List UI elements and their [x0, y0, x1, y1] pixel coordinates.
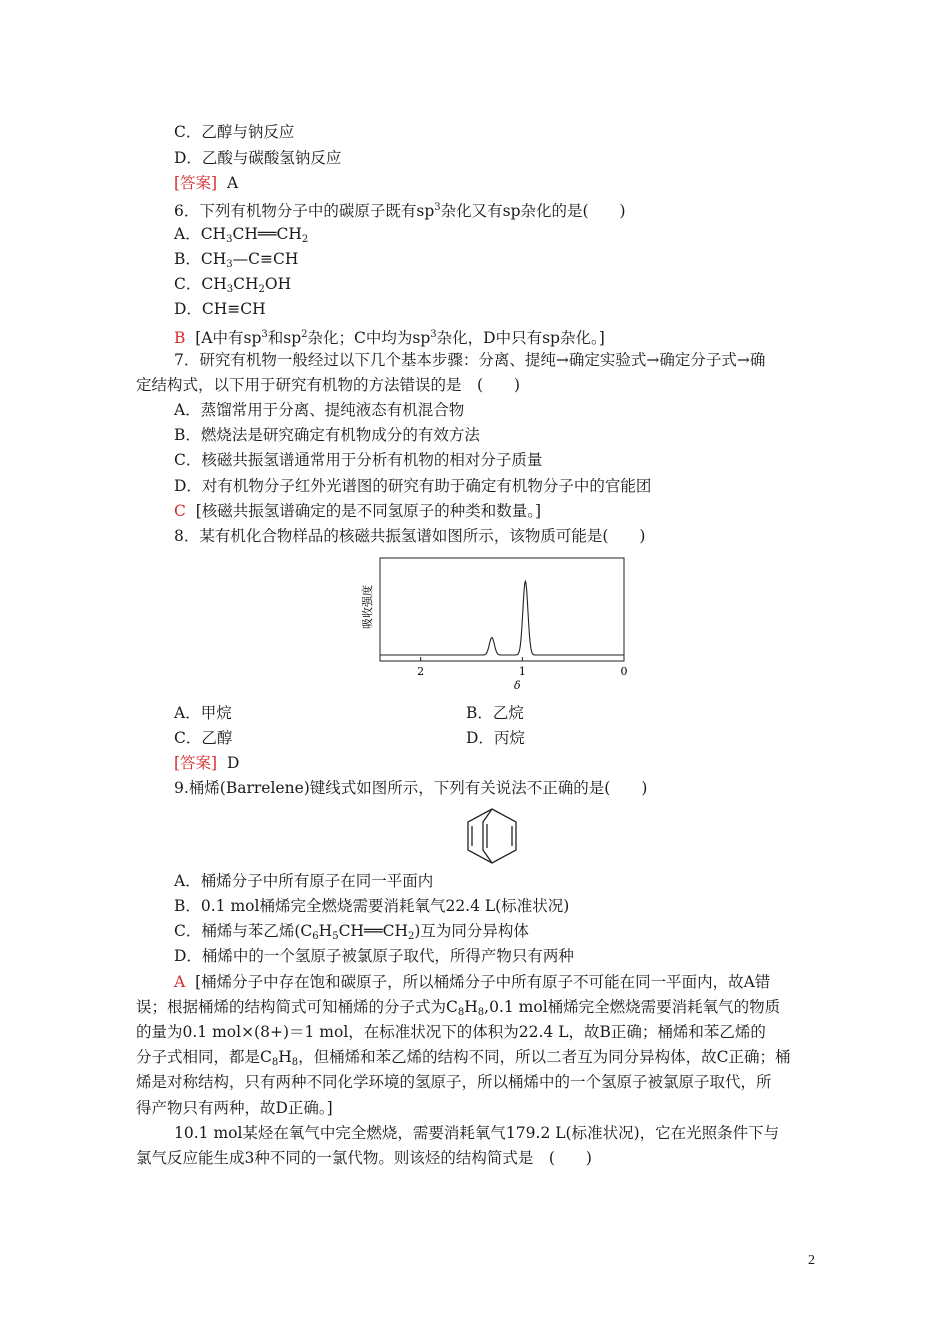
answer-label: [答案] — [174, 174, 218, 192]
q6-c-mid: CH — [233, 275, 259, 293]
q7-answer-letter: C — [174, 502, 186, 520]
answer-value: D — [226, 754, 240, 772]
q6-answer-letter: B — [174, 329, 186, 347]
q6-exp-d: 杂化，D中只有sp杂化。] — [436, 329, 605, 347]
q6-exp-sup1: 3 — [261, 329, 268, 340]
q6-c-sub1: 3 — [226, 284, 234, 295]
q6-stem-text-a: 6．下列有机物分子中的碳原子既有sp — [174, 202, 435, 220]
q6-exp-sup3: 3 — [430, 329, 437, 340]
q6-exp-b: 和sp — [267, 329, 302, 347]
q6-c-sub2: 2 — [258, 284, 265, 295]
q9-stem: 9.桶烯(Barrelene)键线式如图所示，下列有关说法不正确的是( ) — [174, 779, 648, 797]
q8-answer — [174, 753, 239, 773]
q9-exp-l2s2: 8 — [477, 1007, 485, 1018]
x-tick-label: 0 — [620, 665, 628, 678]
q6-option-c — [174, 274, 291, 300]
q9-option-a: A．桶烯分子中所有原子在同一平面内 — [174, 872, 434, 890]
q9-exp-l4b: H — [278, 1048, 292, 1066]
q9-c-mid2: CH══CH — [338, 922, 408, 940]
q9-c-sub2: 5 — [332, 931, 339, 942]
q7-option-a: A．蒸馏常用于分离、提纯液态有机混合物 — [174, 401, 465, 419]
q9-explanation-line5: 烯是对称结构，只有两种不同化学环境的氢原子，所以桶烯中的一个氢原子被氯原子取代，所 — [136, 1073, 772, 1091]
x-ticks — [417, 657, 627, 678]
q6-a-sub2: 2 — [301, 234, 309, 245]
page-number: 2 — [808, 1253, 815, 1268]
q6-a-post: CH══CH — [232, 225, 302, 243]
q5-answer — [174, 173, 238, 193]
q9-explanation-line1 — [174, 972, 770, 992]
q7-explanation-text: [核磁共振氢谱确定的是不同氢原子的种类和数量。] — [195, 502, 542, 520]
q9-explanation-line4 — [136, 1047, 791, 1073]
q6-b-post: —C≡CH — [232, 250, 299, 268]
q6-exp-c: 杂化；C中均为sp — [307, 329, 431, 347]
x-tick-label: 1 — [518, 665, 526, 678]
nmr-spectrum-chart — [355, 555, 645, 700]
answer-label: [答案] — [174, 754, 218, 772]
q9-exp-l4a: 分子式相同，都是C — [136, 1048, 272, 1066]
q10-stem-line1: 10.1 mol某烃在氧气中完全燃烧，需要消耗氧气179.2 L(标准状况)，它在光照条件下与 — [174, 1124, 780, 1142]
q9-exp-l2s1: 8 — [457, 1007, 465, 1018]
barrelene-structure-figure — [462, 806, 522, 866]
q9-explanation-line6: 得产物只有两种，故D正确。] — [136, 1099, 333, 1117]
q6-option-d: D．CH≡CH — [174, 300, 266, 318]
plot-frame — [380, 558, 624, 661]
y-axis-label: 吸收强度 — [361, 585, 374, 629]
q9-exp-l4c: ，但桶烯和苯乙烯的结构不同，所以二者互为同分异构体，故C正确；桶 — [298, 1048, 791, 1066]
q9-c-pre: C．桶烯与苯乙烯(C — [174, 922, 313, 940]
q9-c-post: )互为同分异构体 — [414, 922, 529, 940]
q9-c-sub1: 6 — [312, 931, 319, 942]
q9-option-d: D．桶烯中的一个氢原子被氯原子取代，所得产物只有两种 — [174, 947, 574, 965]
q9-c-sub3: 2 — [407, 931, 415, 942]
spectrum-line — [380, 581, 624, 655]
q8-option-d: D．丙烷 — [466, 729, 525, 747]
q9-answer-letter: A — [174, 973, 186, 991]
answer-value: A — [226, 174, 239, 192]
q6-stem — [174, 198, 626, 221]
x-axis-label: δ — [513, 679, 521, 692]
q6-option-a — [174, 224, 308, 250]
q7-stem-line2: 定结构式，以下用于研究有机物的方法错误的是 ( ) — [136, 376, 521, 394]
q6-a-pre: A．CH — [174, 225, 227, 243]
q8-stem: 8．某有机化合物样品的核磁共振氢谱如图所示，该物质可能是( ) — [174, 527, 646, 545]
q7-option-b: B．燃烧法是研究确定有机物成分的有效方法 — [174, 426, 480, 444]
q6-stem-text-b: 杂化又有sp杂化的是( ) — [440, 202, 626, 220]
q6-b-sub: 3 — [226, 259, 233, 270]
q9-exp-l4s2: 8 — [291, 1057, 299, 1068]
q6-c-pre: C．CH — [174, 275, 227, 293]
q7-option-c: C．核磁共振氢谱通常用于分析有机物的相对分子质量 — [174, 451, 543, 469]
q10-stem-line2: 氯气反应能生成3种不同的一氯代物。则该烃的结构简式是 ( ) — [136, 1149, 592, 1167]
q9-exp-l2b: H — [464, 998, 478, 1016]
q8-option-b: B．乙烷 — [466, 704, 524, 722]
q6-exp-a: [A中有sp — [195, 329, 262, 347]
q5-option-c: C．乙醇与钠反应 — [174, 123, 295, 141]
q9-option-b: B．0.1 mol桶烯完全燃烧需要消耗氧气22.4 L(标准状况) — [174, 897, 570, 915]
q9-explanation-line3: 的量为0.1 mol×(8+)＝1 mol，在标准状况下的体积为22.4 L，故B正确；桶烯和苯乙烯的 — [136, 1023, 766, 1041]
q6-explanation — [174, 325, 605, 348]
x-tick-label: 2 — [417, 665, 425, 678]
q6-c-post: OH — [264, 275, 292, 293]
q5-option-d: D．乙酸与碳酸氢钠反应 — [174, 149, 342, 167]
q9-c-mid1: H — [318, 922, 333, 940]
q7-option-d: D．对有机物分子红外光谱图的研究有助于确定有机物分子中的官能团 — [174, 477, 652, 495]
barrelene-outer-ring — [468, 809, 516, 863]
q9-exp-l2c: ,0.1 mol桶烯完全燃烧需要消耗氧气的物质 — [484, 998, 781, 1016]
q9-exp-l2a: 误；根据桶烯的结构简式可知桶烯的分子式为C — [136, 998, 458, 1016]
q9-explanation-line2 — [136, 997, 780, 1023]
q6-option-b — [174, 249, 298, 275]
q9-exp-l1: [桶烯分子中存在饱和碳原子，所以桶烯分子中所有原子不可能在同一平面内，故A错 — [195, 973, 771, 991]
q9-option-c — [174, 921, 529, 947]
q9-exp-l4s1: 8 — [271, 1057, 279, 1068]
q6-stem-sup: 3 — [434, 202, 441, 213]
q6-exp-sup2: 2 — [301, 329, 308, 340]
q7-explanation — [174, 501, 541, 521]
q8-option-c: C．乙醇 — [174, 729, 233, 747]
q6-a-sub1: 3 — [226, 234, 233, 245]
q7-stem-line1: 7．研究有机物一般经过以下几个基本步骤：分离、提纯→确定实验式→确定分子式→确 — [174, 351, 766, 369]
q6-b-pre: B．CH — [174, 250, 227, 268]
q8-option-a: A．甲烷 — [174, 704, 232, 722]
